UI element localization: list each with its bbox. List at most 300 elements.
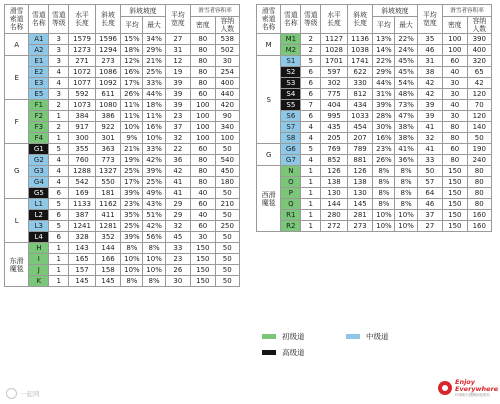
run-name-cell: L2 (29, 210, 49, 221)
run-name-cell: R1 (281, 210, 301, 221)
level-cell: 1 (49, 276, 69, 287)
horizontal-length-cell: 1273 (69, 45, 96, 56)
table-row (257, 89, 492, 100)
horizontal-length-cell: 130 (321, 188, 348, 199)
table-row (257, 56, 492, 67)
level-cell: 3 (49, 56, 69, 67)
horizontal-length-cell: 435 (321, 122, 348, 133)
avg-gradient-cell: 25% (121, 166, 143, 177)
table-row (257, 188, 492, 199)
level-cell: 1 (301, 166, 321, 177)
density-cell: 60 (191, 221, 215, 232)
right-table-header (257, 5, 492, 34)
capacity-cell: 400 (215, 78, 240, 89)
logo-line-2: Everywhere (455, 384, 499, 393)
run-name-cell: S6 (281, 111, 301, 122)
slope-length-cell: 181 (95, 188, 120, 199)
level-cell: 1 (49, 243, 69, 254)
avg-width-cell: 26 (165, 265, 190, 276)
capacity-cell: 450 (215, 166, 240, 177)
table-row (5, 155, 240, 166)
capacity-cell: 210 (215, 199, 240, 210)
run-name-cell: K (29, 276, 49, 287)
horizontal-length-cell: 387 (69, 210, 96, 221)
avg-width-cell: 50 (417, 166, 442, 177)
horizontal-length-cell: 328 (69, 232, 96, 243)
legend-intermediate (346, 331, 389, 342)
capacity-cell: 50 (467, 133, 492, 144)
avg-gradient-cell: 35% (121, 210, 143, 221)
run-name-cell: P (281, 188, 301, 199)
table-row (5, 166, 240, 177)
watermark (6, 388, 40, 399)
level-cell: 6 (49, 210, 69, 221)
header-horizontal-length: 水平 长度 (321, 5, 348, 34)
density-cell: 150 (191, 254, 215, 265)
capacity-cell: 440 (215, 89, 240, 100)
avg-gradient-cell: 17% (121, 78, 143, 89)
slope-length-cell: 434 (347, 100, 372, 111)
horizontal-length-cell: 1072 (69, 67, 96, 78)
avg-gradient-cell: 11% (121, 111, 143, 122)
density-cell: 100 (443, 34, 467, 45)
area-name-cell: E (5, 56, 29, 100)
max-gradient-cell: 54% (395, 78, 417, 89)
avg-width-cell: 42 (417, 89, 442, 100)
slope-length-cell: 1086 (95, 67, 120, 78)
avg-gradient-cell: 25% (121, 221, 143, 232)
level-cell: 1 (49, 254, 69, 265)
slope-length-cell: 386 (95, 111, 120, 122)
header-density: 密度 (191, 17, 215, 34)
density-cell: 80 (443, 155, 467, 166)
header-level: 雪道 等级 (301, 5, 321, 34)
density-cell: 80 (191, 166, 215, 177)
header-gradient-avg: 平均 (121, 17, 143, 34)
max-gradient-cell: 48% (395, 89, 417, 100)
density-cell: 80 (443, 133, 467, 144)
legend-beginner (262, 331, 305, 342)
slope-length-cell: 145 (95, 276, 120, 287)
avg-width-cell: 42 (417, 78, 442, 89)
max-gradient-cell: 16% (143, 122, 165, 133)
header-avg-width: 平均 宽度 (165, 5, 190, 34)
avg-width-cell: 39 (417, 100, 442, 111)
avg-gradient-cell: 26% (373, 155, 395, 166)
avg-gradient-cell: 16% (373, 133, 395, 144)
capacity-cell: 160 (467, 210, 492, 221)
avg-width-cell: 41 (417, 144, 442, 155)
slope-length-cell: 1038 (347, 45, 372, 56)
capacity-cell: 30 (215, 56, 240, 67)
capacity-cell: 80 (467, 188, 492, 199)
capacity-cell: 390 (467, 34, 492, 45)
header-capacity: 容纳 人数 (467, 17, 492, 34)
capacity-cell: 160 (467, 221, 492, 232)
density-cell: 150 (443, 166, 467, 177)
slope-length-cell: 881 (347, 155, 372, 166)
area-name-cell: G (5, 144, 29, 199)
horizontal-length-cell: 157 (69, 265, 96, 276)
density-cell: 40 (191, 188, 215, 199)
avg-width-cell: 33 (417, 155, 442, 166)
level-cell: 4 (49, 155, 69, 166)
table-row (5, 232, 240, 243)
slope-length-cell: 454 (347, 122, 372, 133)
max-gradient-cell: 51% (143, 210, 165, 221)
horizontal-length-cell: 138 (321, 177, 348, 188)
density-cell: 100 (191, 122, 215, 133)
capacity-cell: 140 (467, 122, 492, 133)
slope-length-cell: 611 (95, 89, 120, 100)
header-run: 雪道 名称 (29, 5, 49, 34)
avg-width-cell: 39 (165, 89, 190, 100)
density-cell: 150 (443, 199, 467, 210)
difficulty-legend (262, 329, 498, 371)
horizontal-length-cell: 597 (321, 67, 348, 78)
horizontal-length-cell: 542 (69, 177, 96, 188)
table-row (257, 78, 492, 89)
max-gradient-cell: 38% (395, 133, 417, 144)
header-gradient-max: 最大 (395, 17, 417, 34)
level-cell: 2 (301, 34, 321, 45)
run-name-cell: A2 (29, 45, 49, 56)
capacity-cell: 50 (215, 254, 240, 265)
max-gradient-cell: 39% (143, 166, 165, 177)
right-ski-run-table (256, 4, 492, 232)
avg-gradient-cell: 11% (121, 100, 143, 111)
avg-width-cell: 37 (165, 122, 190, 133)
max-gradient-cell: 25% (143, 67, 165, 78)
slope-length-cell: 166 (95, 254, 120, 265)
avg-gradient-cell: 39% (121, 232, 143, 243)
table-row (257, 45, 492, 56)
area-name-cell: M (257, 34, 281, 56)
avg-width-cell: 41 (165, 177, 190, 188)
capacity-cell: 190 (467, 144, 492, 155)
level-cell: 6 (301, 78, 321, 89)
avg-gradient-cell: 17% (121, 177, 143, 188)
slope-length-cell: 130 (347, 188, 372, 199)
max-gradient-cell: 49% (143, 188, 165, 199)
max-gradient-cell: 8% (395, 177, 417, 188)
capacity-cell: 340 (215, 122, 240, 133)
avg-gradient-cell: 12% (121, 56, 143, 67)
avg-width-cell: 29 (165, 199, 190, 210)
avg-width-cell: 27 (165, 34, 190, 45)
run-name-cell: S2 (281, 67, 301, 78)
avg-width-cell: 41 (165, 188, 190, 199)
horizontal-length-cell: 144 (321, 199, 348, 210)
table-row (5, 89, 240, 100)
density-cell: 80 (191, 177, 215, 188)
density-cell: 80 (191, 56, 215, 67)
run-name-cell: N (281, 166, 301, 177)
avg-width-cell: 64 (417, 188, 442, 199)
avg-gradient-cell: 31% (373, 89, 395, 100)
horizontal-length-cell: 1073 (69, 100, 96, 111)
slope-length-cell: 145 (347, 199, 372, 210)
table-row (5, 144, 240, 155)
horizontal-length-cell: 205 (321, 133, 348, 144)
slope-length-cell: 1162 (95, 199, 120, 210)
avg-gradient-cell: 26% (121, 89, 143, 100)
watermark-text: 一起网 (20, 390, 40, 398)
run-name-cell: S7 (281, 122, 301, 133)
avg-gradient-cell: 8% (121, 276, 143, 287)
avg-gradient-cell: 9% (121, 133, 143, 144)
header-gradient-max: 最大 (143, 17, 165, 34)
run-name-cell: S3 (281, 78, 301, 89)
avg-gradient-cell: 23% (373, 144, 395, 155)
horizontal-length-cell: 1077 (69, 78, 96, 89)
horizontal-length-cell: 1288 (69, 166, 96, 177)
level-cell: 1 (301, 210, 321, 221)
run-name-cell: S1 (281, 56, 301, 67)
legend-advanced-label: 高级道 (282, 348, 305, 357)
capacity-cell: 90 (215, 111, 240, 122)
avg-gradient-cell: 22% (373, 56, 395, 67)
slope-length-cell: 207 (347, 133, 372, 144)
capacity-cell: 120 (467, 89, 492, 100)
density-cell: 150 (443, 188, 467, 199)
level-cell: 5 (49, 221, 69, 232)
table-row (257, 34, 492, 45)
horizontal-length-cell: 271 (69, 56, 96, 67)
slope-length-cell: 812 (347, 89, 372, 100)
horizontal-length-cell: 355 (69, 144, 96, 155)
horizontal-length-cell: 1133 (69, 199, 96, 210)
capacity-cell: 50 (215, 265, 240, 276)
header-run: 雪道 名称 (281, 5, 301, 34)
slope-length-cell: 1033 (347, 111, 372, 122)
slope-length-cell: 622 (347, 67, 372, 78)
table-row (257, 122, 492, 133)
max-gradient-cell: 25% (143, 177, 165, 188)
max-gradient-cell: 10% (143, 133, 165, 144)
avg-width-cell: 46 (417, 199, 442, 210)
horizontal-length-cell: 384 (69, 111, 96, 122)
avg-width-cell: 29 (165, 210, 190, 221)
run-name-cell: E3 (29, 78, 49, 89)
max-gradient-cell: 45% (395, 56, 417, 67)
density-cell: 30 (443, 89, 467, 100)
slope-length-cell: 352 (95, 232, 120, 243)
level-cell: 3 (49, 89, 69, 100)
run-name-cell: G4 (29, 177, 49, 188)
max-gradient-cell: 8% (395, 166, 417, 177)
slope-length-cell: 273 (347, 221, 372, 232)
capacity-cell: 80 (467, 166, 492, 177)
max-gradient-cell: 11% (143, 111, 165, 122)
header-capacity-group: 滑雪者容积率 (443, 5, 492, 17)
max-gradient-cell: 45% (395, 67, 417, 78)
avg-gradient-cell: 39% (121, 188, 143, 199)
run-name-cell: G7 (281, 155, 301, 166)
avg-gradient-cell: 8% (373, 199, 395, 210)
avg-gradient-cell: 30% (373, 122, 395, 133)
run-name-cell: M1 (281, 34, 301, 45)
capacity-cell: 70 (467, 100, 492, 111)
level-cell: 5 (49, 199, 69, 210)
level-cell: 1 (301, 177, 321, 188)
density-cell: 80 (443, 122, 467, 133)
level-cell: 4 (49, 166, 69, 177)
level-cell: 4 (49, 177, 69, 188)
table-row (257, 177, 492, 188)
avg-width-cell: 30 (165, 276, 190, 287)
left-table-header (5, 5, 240, 34)
left-ski-run-table (4, 4, 240, 287)
avg-width-cell: 37 (417, 210, 442, 221)
density-cell: 150 (443, 177, 467, 188)
avg-gradient-cell: 10% (121, 254, 143, 265)
header-level: 雪道 等级 (49, 5, 69, 34)
legend-beginner-swatch (262, 334, 276, 339)
horizontal-length-cell: 852 (321, 155, 348, 166)
legend-advanced (262, 347, 305, 358)
run-name-cell: S4 (281, 89, 301, 100)
capacity-cell: 120 (467, 111, 492, 122)
header-gradient: 斜坡坡度 (121, 5, 165, 17)
slope-length-cell: 1741 (347, 56, 372, 67)
capacity-cell: 50 (215, 210, 240, 221)
slope-length-cell: 411 (95, 210, 120, 221)
slope-length-cell: 281 (347, 210, 372, 221)
level-cell: 3 (49, 45, 69, 56)
level-cell: 5 (301, 56, 321, 67)
area-name-cell: 西滑 魔毯 (257, 166, 281, 232)
max-gradient-cell: 44% (143, 89, 165, 100)
capacity-cell: 320 (467, 56, 492, 67)
max-gradient-cell: 73% (395, 100, 417, 111)
avg-width-cell: 31 (417, 56, 442, 67)
avg-gradient-cell: 39% (373, 100, 395, 111)
density-cell: 40 (443, 67, 467, 78)
table-row (5, 45, 240, 56)
density-cell: 30 (443, 111, 467, 122)
density-cell: 80 (191, 78, 215, 89)
run-name-cell: F3 (29, 122, 49, 133)
density-cell: 30 (443, 78, 467, 89)
level-cell: 6 (49, 188, 69, 199)
table-row (5, 56, 240, 67)
density-cell: 100 (191, 133, 215, 144)
avg-width-cell: 19 (165, 67, 190, 78)
run-name-cell: J (29, 265, 49, 276)
legend-advanced-swatch (262, 350, 276, 355)
slope-length-cell: 789 (347, 144, 372, 155)
avg-width-cell: 41 (417, 122, 442, 133)
avg-gradient-cell: 15% (121, 34, 143, 45)
density-cell: 40 (443, 100, 467, 111)
slope-length-cell: 1136 (347, 34, 372, 45)
avg-gradient-cell: 8% (373, 166, 395, 177)
density-cell: 40 (191, 210, 215, 221)
avg-width-cell: 46 (417, 45, 442, 56)
max-gradient-cell: 42% (143, 155, 165, 166)
table-row (257, 144, 492, 155)
avg-gradient-cell: 29% (373, 67, 395, 78)
avg-width-cell: 39 (417, 111, 442, 122)
header-slope-length: 斜坡 长度 (95, 5, 120, 34)
avg-gradient-cell: 8% (373, 177, 395, 188)
max-gradient-cell: 41% (395, 144, 417, 155)
max-gradient-cell: 47% (395, 111, 417, 122)
table-row (5, 221, 240, 232)
level-cell: 2 (49, 122, 69, 133)
horizontal-length-cell: 1241 (69, 221, 96, 232)
level-cell: 4 (301, 133, 321, 144)
header-density: 密度 (443, 17, 467, 34)
run-name-cell: F4 (29, 133, 49, 144)
avg-gradient-cell: 19% (121, 155, 143, 166)
avg-width-cell: 12 (165, 56, 190, 67)
table-row (5, 243, 240, 254)
max-gradient-cell: 8% (143, 243, 165, 254)
level-cell: 6 (49, 232, 69, 243)
level-cell: 4 (301, 122, 321, 133)
run-name-cell: Q (281, 199, 301, 210)
slope-length-cell: 1080 (95, 100, 120, 111)
max-gradient-cell: 10% (143, 254, 165, 265)
capacity-cell: 502 (215, 45, 240, 56)
avg-gradient-cell: 28% (373, 111, 395, 122)
max-gradient-cell: 8% (395, 199, 417, 210)
level-cell: 1 (49, 133, 69, 144)
slope-length-cell: 301 (95, 133, 120, 144)
logo-line-1: Enjoy (455, 377, 475, 386)
max-gradient-cell: 10% (395, 221, 417, 232)
capacity-cell: 80 (467, 177, 492, 188)
max-gradient-cell: 22% (395, 34, 417, 45)
avg-gradient-cell: 18% (121, 45, 143, 56)
horizontal-length-cell: 272 (321, 221, 348, 232)
avg-width-cell: 45 (165, 232, 190, 243)
slope-length-cell: 138 (347, 177, 372, 188)
level-cell: 2 (301, 45, 321, 56)
capacity-cell: 50 (215, 188, 240, 199)
horizontal-length-cell: 760 (69, 155, 96, 166)
slope-length-cell: 1327 (95, 166, 120, 177)
run-name-cell: E2 (29, 67, 49, 78)
globe-pin-icon (438, 381, 452, 395)
header-gradient-avg: 平均 (373, 17, 395, 34)
table-row (257, 210, 492, 221)
max-gradient-cell: 43% (143, 199, 165, 210)
run-name-cell: F1 (29, 100, 49, 111)
run-name-cell: H (29, 243, 49, 254)
capacity-cell: 420 (215, 100, 240, 111)
max-gradient-cell: 33% (143, 78, 165, 89)
table-row (257, 166, 492, 177)
horizontal-length-cell: 404 (321, 100, 348, 111)
max-gradient-cell: 33% (143, 144, 165, 155)
header-capacity-group: 滑雪者容积率 (191, 5, 240, 17)
table-row (5, 199, 240, 210)
slope-length-cell: 1281 (95, 221, 120, 232)
area-name-cell: A (5, 34, 29, 56)
area-name-cell: L (5, 199, 29, 243)
capacity-cell: 254 (215, 67, 240, 78)
density-cell: 60 (191, 89, 215, 100)
avg-width-cell: 32 (165, 221, 190, 232)
capacity-cell: 50 (215, 276, 240, 287)
level-cell: 6 (301, 67, 321, 78)
header-area: 滑雪 索道 名称 (5, 5, 29, 34)
table-row (257, 221, 492, 232)
max-gradient-cell: 38% (395, 122, 417, 133)
